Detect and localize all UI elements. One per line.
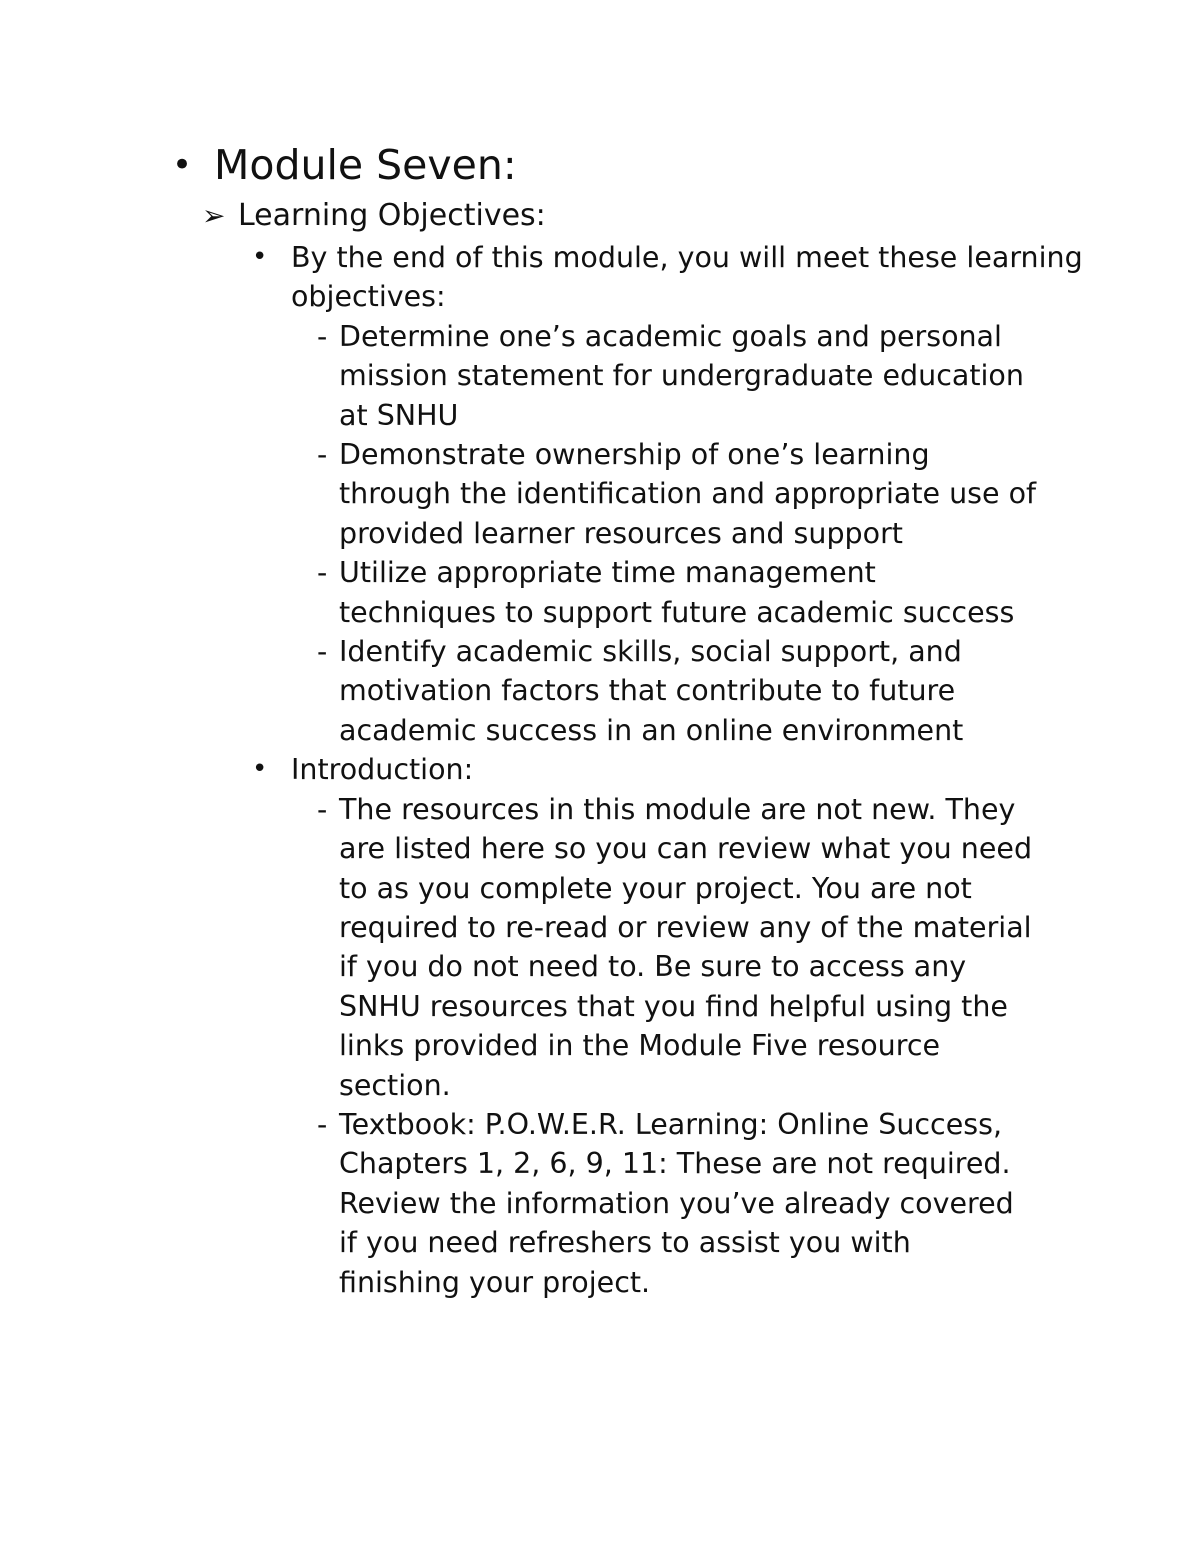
section-title: Learning Objectives: xyxy=(238,198,546,233)
sublist-item-text: Demonstrate ownership of one’s learning through the identification and appropriate use of provided learner resources and support xyxy=(339,438,1037,550)
sublist xyxy=(277,790,1037,1302)
sublist-item xyxy=(277,1105,1037,1302)
dash-marker: - xyxy=(317,1107,328,1141)
list-item xyxy=(252,750,1092,789)
sublist-item xyxy=(277,632,1037,750)
sublist-item-text: Identify academic skills, social support, and motivation factors that contribute to future academic success in an online environment xyxy=(339,635,964,747)
bullet-icon: • xyxy=(252,754,268,785)
dash-marker: - xyxy=(317,438,328,472)
sublist-item xyxy=(277,317,1037,435)
sublist-item-text: Textbook: P.O.W.E.R. Learning: Online Success, Chapters 1, 2, 6, 9, 11: These are not required. Review the information you’ve already covered if you need refreshers to assist you with finishing your project. xyxy=(339,1107,1014,1299)
dash-marker: - xyxy=(317,635,328,669)
sublist-item xyxy=(277,553,1037,632)
section-heading-item xyxy=(202,195,1082,237)
arrow-bullet-icon: ➢ xyxy=(202,199,226,232)
dash-marker: - xyxy=(317,319,328,353)
bullet-icon: • xyxy=(252,242,268,272)
dash-marker: - xyxy=(317,792,328,826)
sublist-item-text: Determine one’s academic goals and personal mission statement for undergraduate education at SNHU xyxy=(339,319,1024,432)
list-item-text: Introduction: xyxy=(291,753,474,787)
section-list xyxy=(252,238,1092,1302)
dash-marker: - xyxy=(317,556,328,590)
sublist-item-text: The resources in this module are not new. They are listed here so you can review what you need to as you complete your project. You are not required to re-read or review any of the material if you do not need to. Be sure to access any SNHU resources that you find helpful using the links provided in the Module Five resource section. xyxy=(339,792,1033,1102)
list-item-text: By the end of this module, you will meet these learning objectives: xyxy=(291,241,1083,314)
bullet-icon: • xyxy=(172,145,193,185)
sublist-item-text: Utilize appropriate time management techniques to support future academic success xyxy=(339,556,1015,629)
sublist xyxy=(277,317,1037,750)
module-heading-item xyxy=(172,140,1072,190)
sublist-item xyxy=(277,790,1037,1105)
module-heading: Module Seven: xyxy=(214,141,517,189)
list-item xyxy=(252,238,1092,317)
sublist-item xyxy=(277,435,1037,553)
